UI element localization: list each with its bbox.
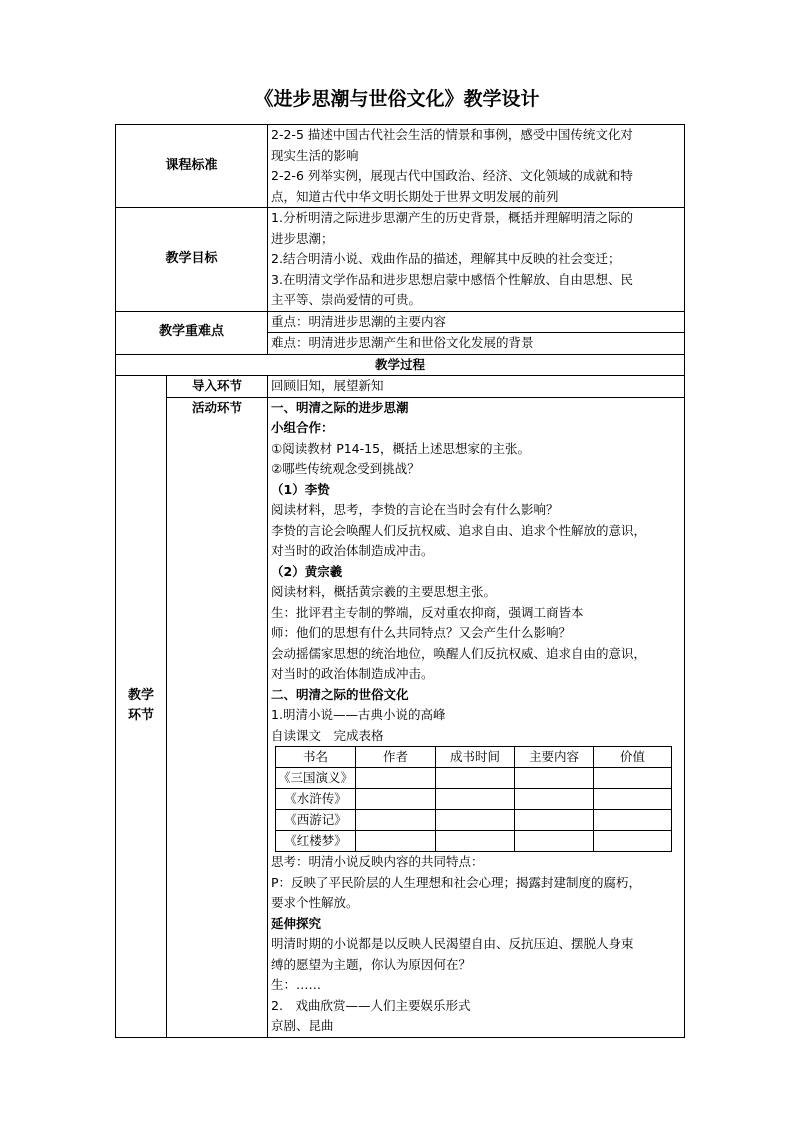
key-points-label: 教学重难点 xyxy=(116,311,268,354)
empty-cell xyxy=(515,789,594,810)
key-point-text: 重点：明清进步思潮的主要内容 xyxy=(271,313,447,329)
curriculum-line: 现实生活的影响 xyxy=(271,147,359,163)
process-side-label xyxy=(116,376,167,1038)
empty-cell xyxy=(356,810,436,831)
intro-row xyxy=(116,376,685,398)
empty-cell xyxy=(594,789,672,810)
activity-line: 会动摇儒家思想的统治地位，唤醒人们反抗权威、追求自由的意识， xyxy=(271,645,647,661)
side-label-line: 教学 xyxy=(127,687,154,703)
curriculum-label: 课程标准 xyxy=(116,125,268,208)
empty-cell xyxy=(436,810,515,831)
activity-lines-part2 xyxy=(271,852,681,1037)
book-row xyxy=(276,789,672,810)
objectives-label: 教学目标 xyxy=(116,208,268,312)
activity-line: 阅读材料，概括黄宗羲的主要思想主张。 xyxy=(271,584,497,599)
empty-cell xyxy=(436,768,515,789)
activity-line: 2. 戏曲欣赏——人们主要娱乐形式 xyxy=(271,997,471,1013)
book-title-cell: 《三国演义》 xyxy=(276,768,356,789)
objectives-row xyxy=(116,208,685,312)
book-title-cell: 《西游记》 xyxy=(276,810,356,831)
book-row xyxy=(276,768,672,789)
book-table-header xyxy=(276,747,672,768)
lesson-plan-table xyxy=(115,124,685,1038)
side-label-line: 环节 xyxy=(127,708,154,724)
curriculum-line: 点，知道古代中华文明长期处于世界文明发展的前列 xyxy=(271,188,559,204)
activity-line: 李贽的言论会唤醒人们反抗权威、追求自由、追求个性解放的意识， xyxy=(271,522,647,538)
activity-line: 生：批评君主专制的弊端，反对重农抑商，强调工商皆本 xyxy=(271,604,584,620)
activity-label: 活动环节 xyxy=(167,397,268,1037)
activity-line: P：反映了平民阶层的人生理想和社会心理；揭露封建制度的腐朽， xyxy=(271,874,642,890)
activity-line: ①阅读教材 P14-15，概括上述思想家的主张。 xyxy=(271,440,531,456)
activity-lines-part1 xyxy=(271,398,681,747)
book-header-cell: 成书时间 xyxy=(436,747,515,768)
book-header-cell: 书名 xyxy=(276,747,356,768)
activity-line: 对当时的政治体制造成冲击。 xyxy=(271,666,434,681)
empty-cell xyxy=(356,831,436,852)
activity-line: 延伸探究 xyxy=(271,915,322,931)
empty-cell xyxy=(436,789,515,810)
objective-line: 主平等、崇尚爱情的可贵。 xyxy=(271,292,422,307)
book-title-cell: 《红楼梦》 xyxy=(276,831,356,852)
curriculum-row xyxy=(116,125,685,208)
activity-line: 缚的愿望为主题，你认为原因何在？ xyxy=(271,956,472,972)
activity-line: 思考：明清小说反映内容的共同特点： xyxy=(271,854,484,869)
empty-cell xyxy=(594,831,672,852)
activity-line: 小组合作： xyxy=(271,420,334,435)
empty-cell xyxy=(515,831,594,852)
objective-line: 进步思潮； xyxy=(271,230,334,246)
curriculum-content xyxy=(268,125,685,208)
empty-cell xyxy=(356,789,436,810)
book-header-cell: 作者 xyxy=(356,747,436,768)
empty-cell xyxy=(594,810,672,831)
page-title: 《进步思潮与世俗文化》教学设计 xyxy=(254,88,540,110)
book-row xyxy=(276,831,672,852)
objective-line: 2.结合明清小说、戏曲作品的描述，理解其中反映的社会变迁； xyxy=(271,251,621,266)
book-header-cell: 主要内容 xyxy=(515,747,594,768)
process-header: 教学过程 xyxy=(116,354,685,376)
empty-cell xyxy=(515,768,594,789)
objective-line: 3.在明清文学作品和进步思想启蒙中感悟个性解放、自由思想、民 xyxy=(271,271,633,287)
activity-line: 二、明清之际的世俗文化 xyxy=(271,686,409,702)
activity-line: 阅读材料，思考，李贽的言论在当时会有什么影响？ xyxy=(271,502,559,517)
process-header-row xyxy=(116,354,685,376)
objectives-content xyxy=(268,208,685,312)
activity-line: 师：他们的思想有什么共同特点？又会产生什么影响？ xyxy=(271,625,572,640)
curriculum-line: 2-2-5 描述中国古代社会生活的情景和事例，感受中国传统文化对 xyxy=(271,127,633,142)
activity-line: （1）李贽 xyxy=(271,481,330,497)
empty-cell xyxy=(515,810,594,831)
activity-line: 一、明清之际的进步思潮 xyxy=(271,399,409,415)
activity-line: 生：…… xyxy=(271,977,322,992)
activity-line: 对当时的政治体制造成冲击。 xyxy=(271,543,434,558)
activity-line: 自读课文 完成表格 xyxy=(271,727,384,743)
activity-row xyxy=(116,397,685,1037)
book-title-cell: 《水浒传》 xyxy=(276,789,356,810)
activity-line: ②哪些传统观念受到挑战？ xyxy=(271,461,420,476)
book-table xyxy=(275,746,672,852)
activity-line: （2）黄宗羲 xyxy=(271,563,343,579)
empty-cell xyxy=(356,768,436,789)
difficult-point-text: 难点：明清进步思潮产生和世俗文化发展的背景 xyxy=(271,335,534,350)
book-header-cell: 价值 xyxy=(594,747,672,768)
intro-text: 回顾旧知，展望新知 xyxy=(271,378,384,393)
objective-line: 1.分析明清之际进步思潮产生的历史背景，概括并理解明清之际的 xyxy=(271,210,633,225)
intro-label: 导入环节 xyxy=(167,376,268,398)
key-points-row xyxy=(116,311,685,333)
empty-cell xyxy=(594,768,672,789)
empty-cell xyxy=(436,831,515,852)
activity-line: 1.明清小说——古典小说的高峰 xyxy=(271,707,446,722)
curriculum-line: 2-2-6 列举实例，展现古代中国政治、经济、文化领域的成就和特 xyxy=(271,168,633,183)
book-row xyxy=(276,810,672,831)
activity-content xyxy=(268,397,685,1037)
activity-line: 京剧、昆曲 xyxy=(271,1018,334,1033)
activity-line: 明清时期的小说都是以反映人民渴望自由、反抗压迫、摆脱人身束 xyxy=(271,936,634,951)
activity-line: 要求个性解放。 xyxy=(271,895,359,910)
